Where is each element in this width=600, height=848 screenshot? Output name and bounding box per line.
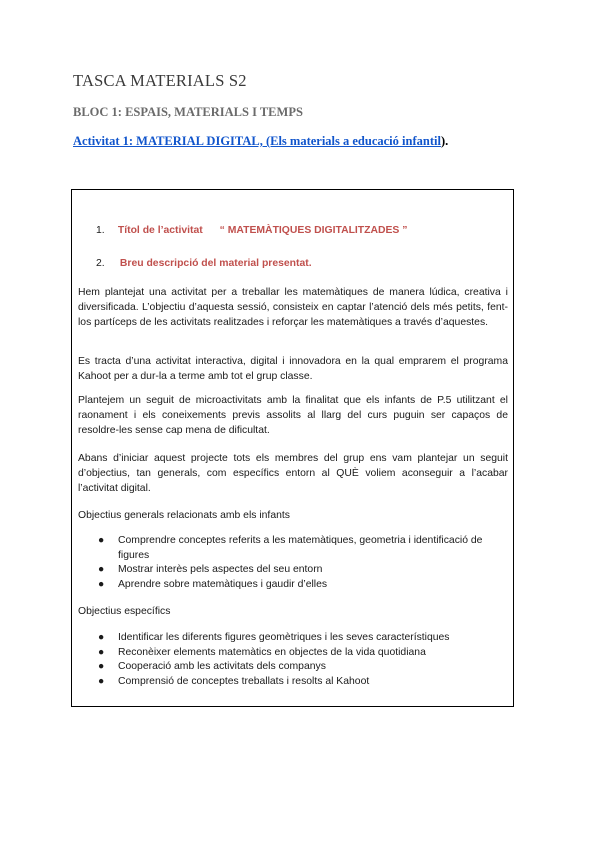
specific-objectives-heading: Objectius específics <box>78 606 171 617</box>
paragraph: Abans d’iniciar aquest projecte tots els membres del grup ens vam plantejar un seguit d’objectius, tan generals, com específics entorn al QUÈ voliem aconseguir a l’acabar l’activitat digital. <box>78 453 508 495</box>
bullet-icon: ● <box>98 646 105 658</box>
paragraph: Hem plantejat una activitat per a treballar les matemàtiques de manera lúdica, creativa i diversificada. L’objectiu d’aquesta sessió, consisteix en captar l’atenció dels més petits, fent-los partíceps de les activitats realitzades i reforçar les matemàtiques a través d’aquestes. <box>78 287 508 329</box>
bullet-icon: ● <box>98 564 105 576</box>
document-title: TASCA MATERIALS S2 <box>73 71 247 90</box>
list-item: ● Comprendre conceptes referits a les matemàtiques, geometria i identificació de figures <box>98 535 483 561</box>
paragraph: Plantejem un seguit de microactivitats amb la finalitat que els infants de P.5 utilitzant el raonament i els coneixements previs assolits al llarg del curs puguin ser capaços de resoldre-les sense cap mena de dificultat. <box>78 395 508 437</box>
general-objectives-heading: Objectius generals relacionats amb els infants <box>78 510 290 521</box>
item-label: Títol de l’activitat <box>117 225 203 236</box>
activity-heading <box>73 134 448 149</box>
activity-title-value: “ MATEMÀTIQUES DIGITALITZADES ” <box>219 225 408 236</box>
list-item: ● Comprensió de conceptes treballats i resolts al Kahoot <box>78 675 508 690</box>
numbered-item-title <box>96 225 407 236</box>
item-label: Breu descripció del material presentat. <box>119 258 312 269</box>
bullet-icon: ● <box>98 675 105 687</box>
activity-box <box>71 189 514 707</box>
general-objectives-list <box>78 534 508 592</box>
activity-heading-tail: ). <box>440 134 449 148</box>
list-item: ● Reconèixer elements matemàtics en objectes de la vida quotidiana <box>78 646 508 661</box>
item-number: 1. <box>96 225 105 236</box>
bullet-icon: ● <box>98 661 105 673</box>
list-item: ● Aprendre sobre matemàtiques i gaudir d’elles <box>78 578 508 593</box>
bullet-icon: ● <box>98 632 105 643</box>
bullet-icon: ● <box>98 578 105 590</box>
list-item: ● Mostrar interès pels aspectes del seu entorn <box>78 563 508 578</box>
numbered-item-description <box>96 258 312 269</box>
specific-objectives-list <box>78 631 508 689</box>
bloc-heading: BLOC 1: ESPAIS, MATERIALS I TEMPS <box>73 105 303 119</box>
paragraph: Es tracta d’una activitat interactiva, digital i innovadora en la qual emprarem el programa Kahoot per a dur-la a terme amb tot el grup classe. <box>78 356 508 383</box>
item-number: 2. <box>96 258 105 269</box>
activity-link[interactable]: Activitat 1: MATERIAL DIGITAL, (Els materials a educació infantil <box>73 134 441 148</box>
list-item: ● Identificar les diferents figures geomètriques i les seves característiques <box>78 631 508 646</box>
bullet-icon: ● <box>98 535 105 546</box>
list-item: ● Cooperació amb les activitats dels companys <box>78 660 508 675</box>
